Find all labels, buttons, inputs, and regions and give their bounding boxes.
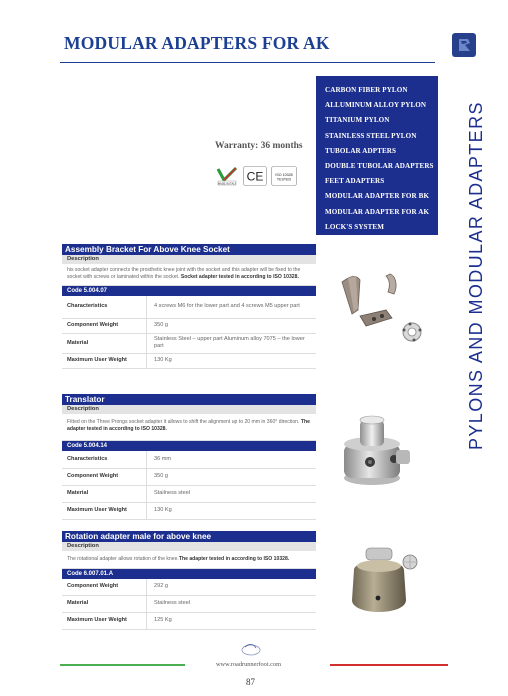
assembly-bracket-image (334, 268, 430, 353)
brand-logo (452, 33, 476, 57)
table-row: Characteristics 4 screws M6 for the lower part and 4 screws M5 upper part (62, 296, 316, 318)
category-menu (316, 76, 438, 235)
description-label: Description (62, 542, 316, 551)
description-text: Fitted on the Three Prongs socket adapter it allows to shift the alignment up to 20 mm in 360° direction. The adapter tested in according to ISO 10328. (62, 414, 316, 441)
header-divider (60, 62, 435, 63)
product-section-rotation-adapter (62, 531, 316, 630)
table-row: Material Stailness steel (62, 485, 316, 502)
iso-tested-icon (271, 166, 297, 186)
table-row: Material Stainless Steel – upper part Aluminum alloy 7075 – the lower part (62, 333, 316, 353)
footer-line-red (330, 664, 448, 666)
menu-item-stainless-pylon[interactable]: STAINLESS STEEL PYLON (325, 131, 417, 140)
side-title: PYLONS AND MODULAR ADAPTERS (466, 101, 486, 450)
description-text: his socket adapter connects the prosthetic knee joint with the socket and this adapter will be fixed to the socket with screws or laminated within the socket. Socket adapter tested in according to ISO 10328. (62, 264, 316, 286)
table-row: Material Stailness steel (62, 595, 316, 612)
section-title: Rotation adapter male for above knee (62, 531, 316, 542)
rotation-adapter-image (340, 540, 426, 625)
menu-item-carbon-fiber-pylon[interactable]: CARBON FIBER PYLON (325, 86, 408, 94)
footer-url[interactable]: www.roadrunnerfoot.com (216, 661, 281, 668)
table-row: Maximum User Weight 125 Kg (62, 612, 316, 629)
description-label: Description (62, 255, 316, 264)
made-in-italy-icon (216, 166, 240, 186)
menu-item-feet-adapters[interactable]: FEET ADAPTERS (325, 177, 385, 186)
footer-line-green (60, 664, 185, 666)
footer-logo-icon (240, 641, 262, 662)
spec-table (62, 451, 316, 520)
spec-table (62, 579, 316, 630)
product-code: Code 5.004.07 (62, 286, 316, 296)
menu-item-tubular-adapters[interactable]: TUBOLAR ADPTERS (325, 146, 397, 155)
made-in-italy-label: MADE IN ITALY (217, 182, 237, 186)
product-section-assembly-bracket (62, 244, 316, 369)
menu-item-modular-ak[interactable]: MODULAR ADAPTER FOR AK (325, 207, 430, 216)
translator-image (332, 404, 418, 497)
table-row: Component Weight 350 g (62, 468, 316, 485)
menu-item-titanium-pylon[interactable]: TITANIUM PYLON (325, 116, 390, 125)
ce-mark-label: CE (246, 169, 264, 184)
menu-item-modular-bk[interactable]: MODULAR ADAPTER FOR BK (325, 192, 430, 201)
table-row: Component Weight 292 g (62, 579, 316, 595)
section-title: Assembly Bracket For Above Knee Socket (62, 244, 316, 255)
description-label: Description (62, 405, 316, 414)
product-code: Code 5.004.14 (62, 441, 316, 451)
svg-text:TESTED: TESTED (276, 177, 292, 182)
page-number: 87 (246, 677, 255, 687)
table-row: Maximum User Weight 130 Kg (62, 502, 316, 519)
description-text: The rotational adapter allows rotation of the knee.The adapter tested in according to ISO 10328. (62, 551, 316, 569)
section-title: Translator (62, 394, 316, 405)
menu-item-aluminum-pylon[interactable]: ALLUMINUM ALLOY PYLON (325, 101, 427, 110)
spec-table (62, 296, 316, 369)
svg-text:ISO 10328: ISO 10328 (275, 173, 293, 177)
table-row: Maximum User Weight 130 Kg (62, 353, 316, 368)
warranty-text: Warranty: 36 months (215, 141, 303, 151)
page-title: MODULAR ADAPTERS FOR AK (64, 33, 330, 53)
ce-mark-icon (243, 166, 267, 186)
menu-item-locks-system[interactable]: LOCK'S SYSTEM (325, 222, 385, 231)
product-code: Code 6.007.01.A (62, 569, 316, 579)
table-row: Characteristics 36 mm (62, 451, 316, 468)
product-section-translator (62, 394, 316, 520)
table-row: Component Weight 350 g (62, 318, 316, 333)
menu-item-double-tubular-adapters[interactable]: DOUBLE TUBOLAR ADAPTERS (325, 161, 434, 170)
